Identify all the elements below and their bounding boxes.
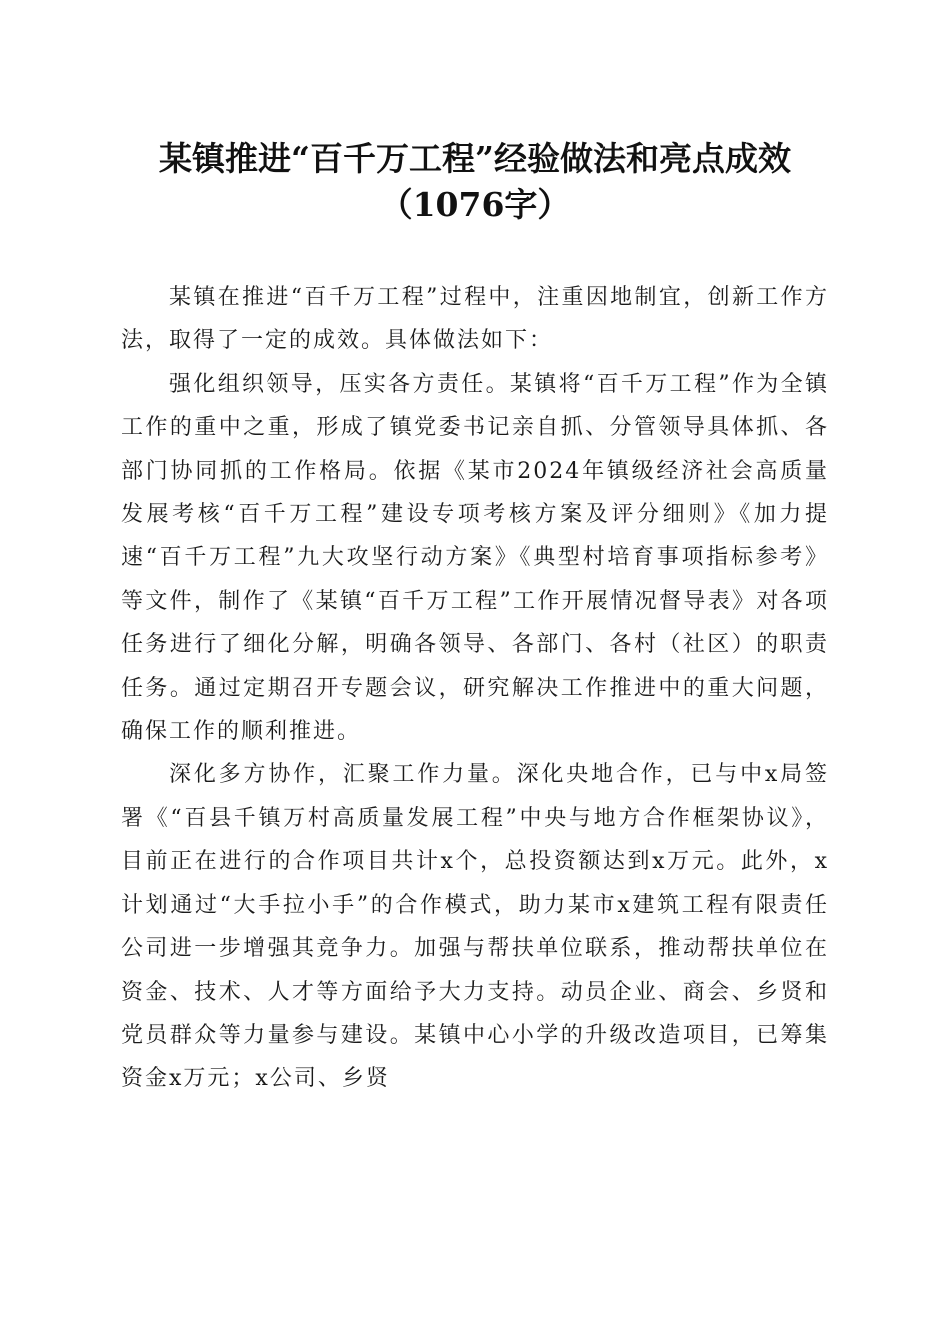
document-body (121, 276, 829, 1101)
paragraph-organization: 强化组织领导，压实各方责任。某镇将“百千万工程”作为全镇工作的重中之重，形成了镇党委书记亲自抓、分管领导具体抓、各部门协同抓的工作格局。依据《某市2024年镇级经济社会高质量发展考核“百千万工程”建设专项考核方案及评分细则》《加力提速“百千万工程”九大攻坚行动方案》《典型村培育事项指标参考》等文件，制作了《某镇“百千万工程”工作开展情况督导表》对各项任务进行了细化分解，明确各领导、各部门、各村（社区）的职责任务。通过定期召开专题会议，研究解决工作推进中的重大问题，确保工作的顺利推进。 (121, 371, 829, 745)
title-line-main: 某镇推进“百千万工程”经验做法和亮点成效 (159, 139, 791, 178)
paragraph-cooperation: 深化多方协作，汇聚工作力量。深化央地合作，已与中x局签署《“百县千镇万村高质量发展工程”中央与地方合作框架协议》，目前正在进行的合作项目共计x个，总投资额达到x万元。此外，x计划通过“大手拉小手”的合作模式，助力某市x建筑工程有限责任公司进一步增强其竞争力。加强与帮扶单位联系，推动帮扶单位在资金、技术、人才等方面给予大力支持。动员企业、商会、乡贤和党员群众等力量参与建设。某镇中心小学的升级改造项目，已筹集资金x万元；x公司、乡贤 (121, 762, 829, 1092)
paragraph-intro: 某镇在推进“百千万工程”过程中，注重因地制宜，创新工作方法，取得了一定的成效。具体做法如下： (121, 285, 829, 354)
document-title (90, 136, 860, 228)
title-line-wordcount: （1076字） (379, 185, 571, 224)
